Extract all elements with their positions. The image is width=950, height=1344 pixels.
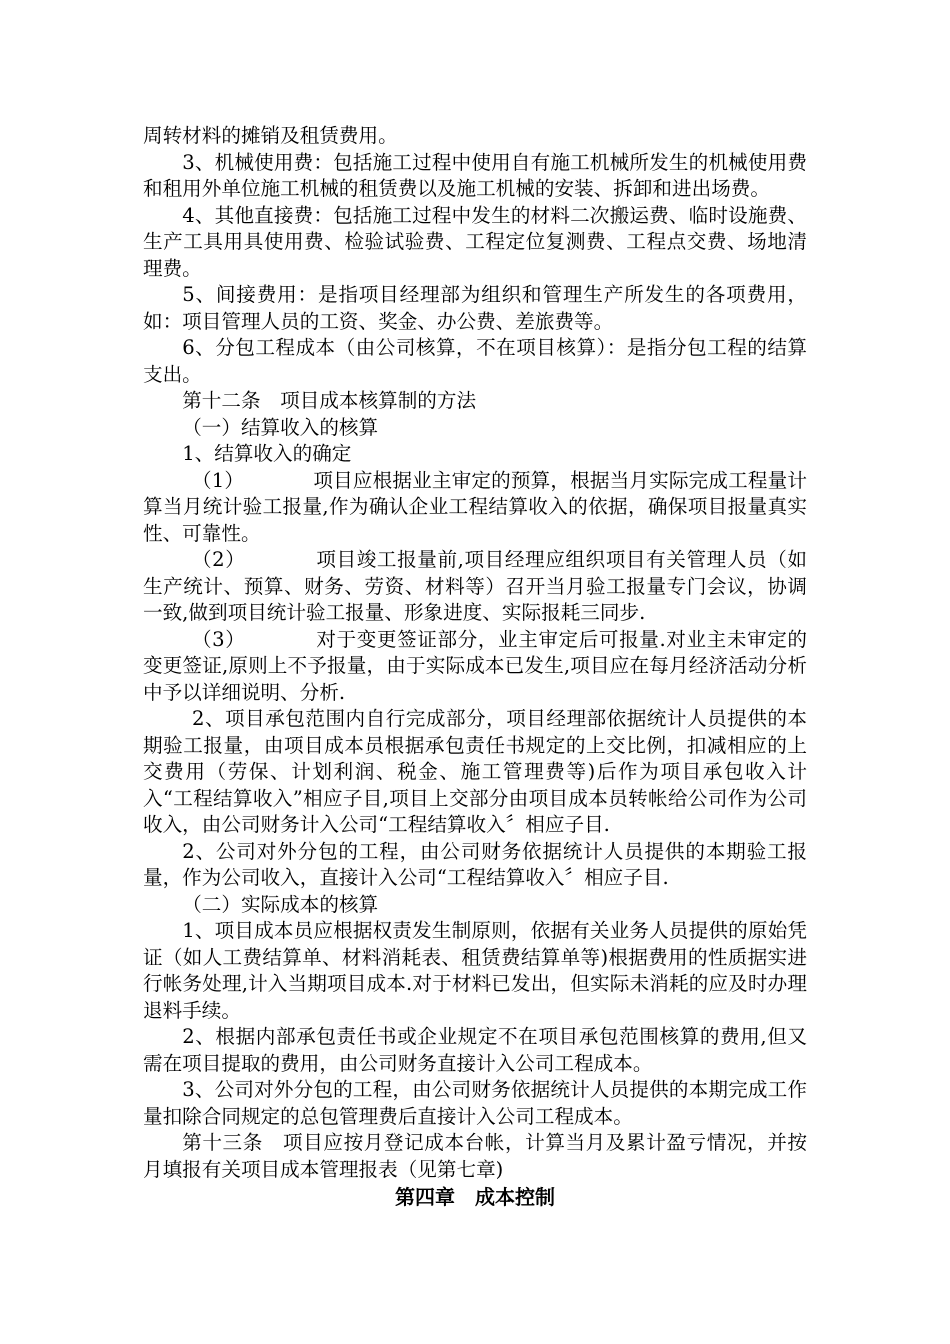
subsection-1-heading: 1、结算收入的确定	[182, 442, 352, 465]
paragraph-self-completed: 2、项目承包范围内自行完成部分，项目经理部依据统计人员提供的本期验工报量，由项目成本员根据承包责任书规定的上交比例，扣减相应的上交费用（劳保、计划利润、税金、施工管理费等)后作为项目承包收入计入“工程结算收入”相应子目,项目上交部分由项目成本员转帐给公司作为公司收入，由公司财务计入公司“工程结算收入〞相应子目.	[143, 707, 807, 836]
item-2: （2） 项目竣工报量前,项目经理应组织项目有关管理人员（如生产统计、预算、财务、劳资、材料等）召开当月验工报量专门会议，协调一致,做到项目统计验工报量、形象进度、实际报耗三同步.	[143, 548, 807, 624]
section-1-heading: （一）结算收入的核算	[182, 415, 379, 439]
paragraph-subcontract-income: 2、公司对外分包的工程，由公司财务依据统计人员提供的本期验工报量，作为公司收入，直接计入公司“工程结算收入〞相应子目.	[143, 839, 807, 889]
paragraph-2: 3、机械使用费：包括施工过程中使用自有施工机械所发生的机械使用费和租用外单位施工机械的租赁费以及施工机械的安装、拆卸和进出场费。	[143, 150, 807, 200]
item-3: （3） 对于变更签证部分，业主审定后可报量.对业主未审定的变更签证,原则上不予报量，由于实际成本已发生,项目应在每月经济活动分析中予以详细说明、分析.	[143, 627, 807, 704]
paragraph-3: 4、其他直接费：包括施工过程中发生的材料二次搬运费、临时设施费、生产工具用具使用费、检验试验费、工程定位复测费、工程点交费、场地清理费。	[143, 203, 807, 280]
item-1: （1） 项目应根据业主审定的预算，根据当月实际完成工程量计算当月统计验工报量,作为确认企业工程结算收入的依据，确保项目报量真实性、可靠性。	[143, 468, 807, 545]
section-2-heading: （二）实际成本的核算	[182, 892, 379, 916]
paragraph-actual-cost-1: 1、项目成本员应根据权责发生制原则，依据有关业务人员提供的原始凭证（如人工费结算单、材料消耗表、租赁费结算单等)根据费用的性质据实进行帐务处理,计入当期项目成本.对于材料已发出，但实际未消耗的应及时办理退料手续。	[143, 919, 807, 1022]
chapter-title: 第四章 成本控制	[395, 1185, 555, 1209]
paragraph-actual-cost-3: 3、公司对外分包的工程，由公司财务依据统计人员提供的本期完成工作量扣除合同规定的总包管理费后直接计入公司工程成本。	[143, 1078, 807, 1128]
paragraph-1: 周转材料的摊销及租赁费用。	[143, 124, 398, 147]
paragraph-4: 5、间接费用：是指项目经理部为组织和管理生产所发生的各项费用，如：项目管理人员的工资、奖金、办公费、差旅费等。	[143, 283, 807, 333]
document-page	[143, 123, 807, 1211]
article-13: 第十三条 项目应按月登记成本台帐，计算当月及累计盈亏情况，并按月填报有关项目成本管理报表（见第七章)	[143, 1131, 807, 1181]
paragraph-actual-cost-2: 2、根据内部承包责任书或企业规定不在项目承包范围核算的费用,但又需在项目提取的费用，由公司财务直接计入公司工程成本。	[143, 1025, 807, 1075]
paragraph-5: 6、分包工程成本（由公司核算，不在项目核算）：是指分包工程的结算支出。	[143, 336, 807, 386]
article-12-heading: 第十二条 项目成本核算制的方法	[182, 389, 477, 412]
